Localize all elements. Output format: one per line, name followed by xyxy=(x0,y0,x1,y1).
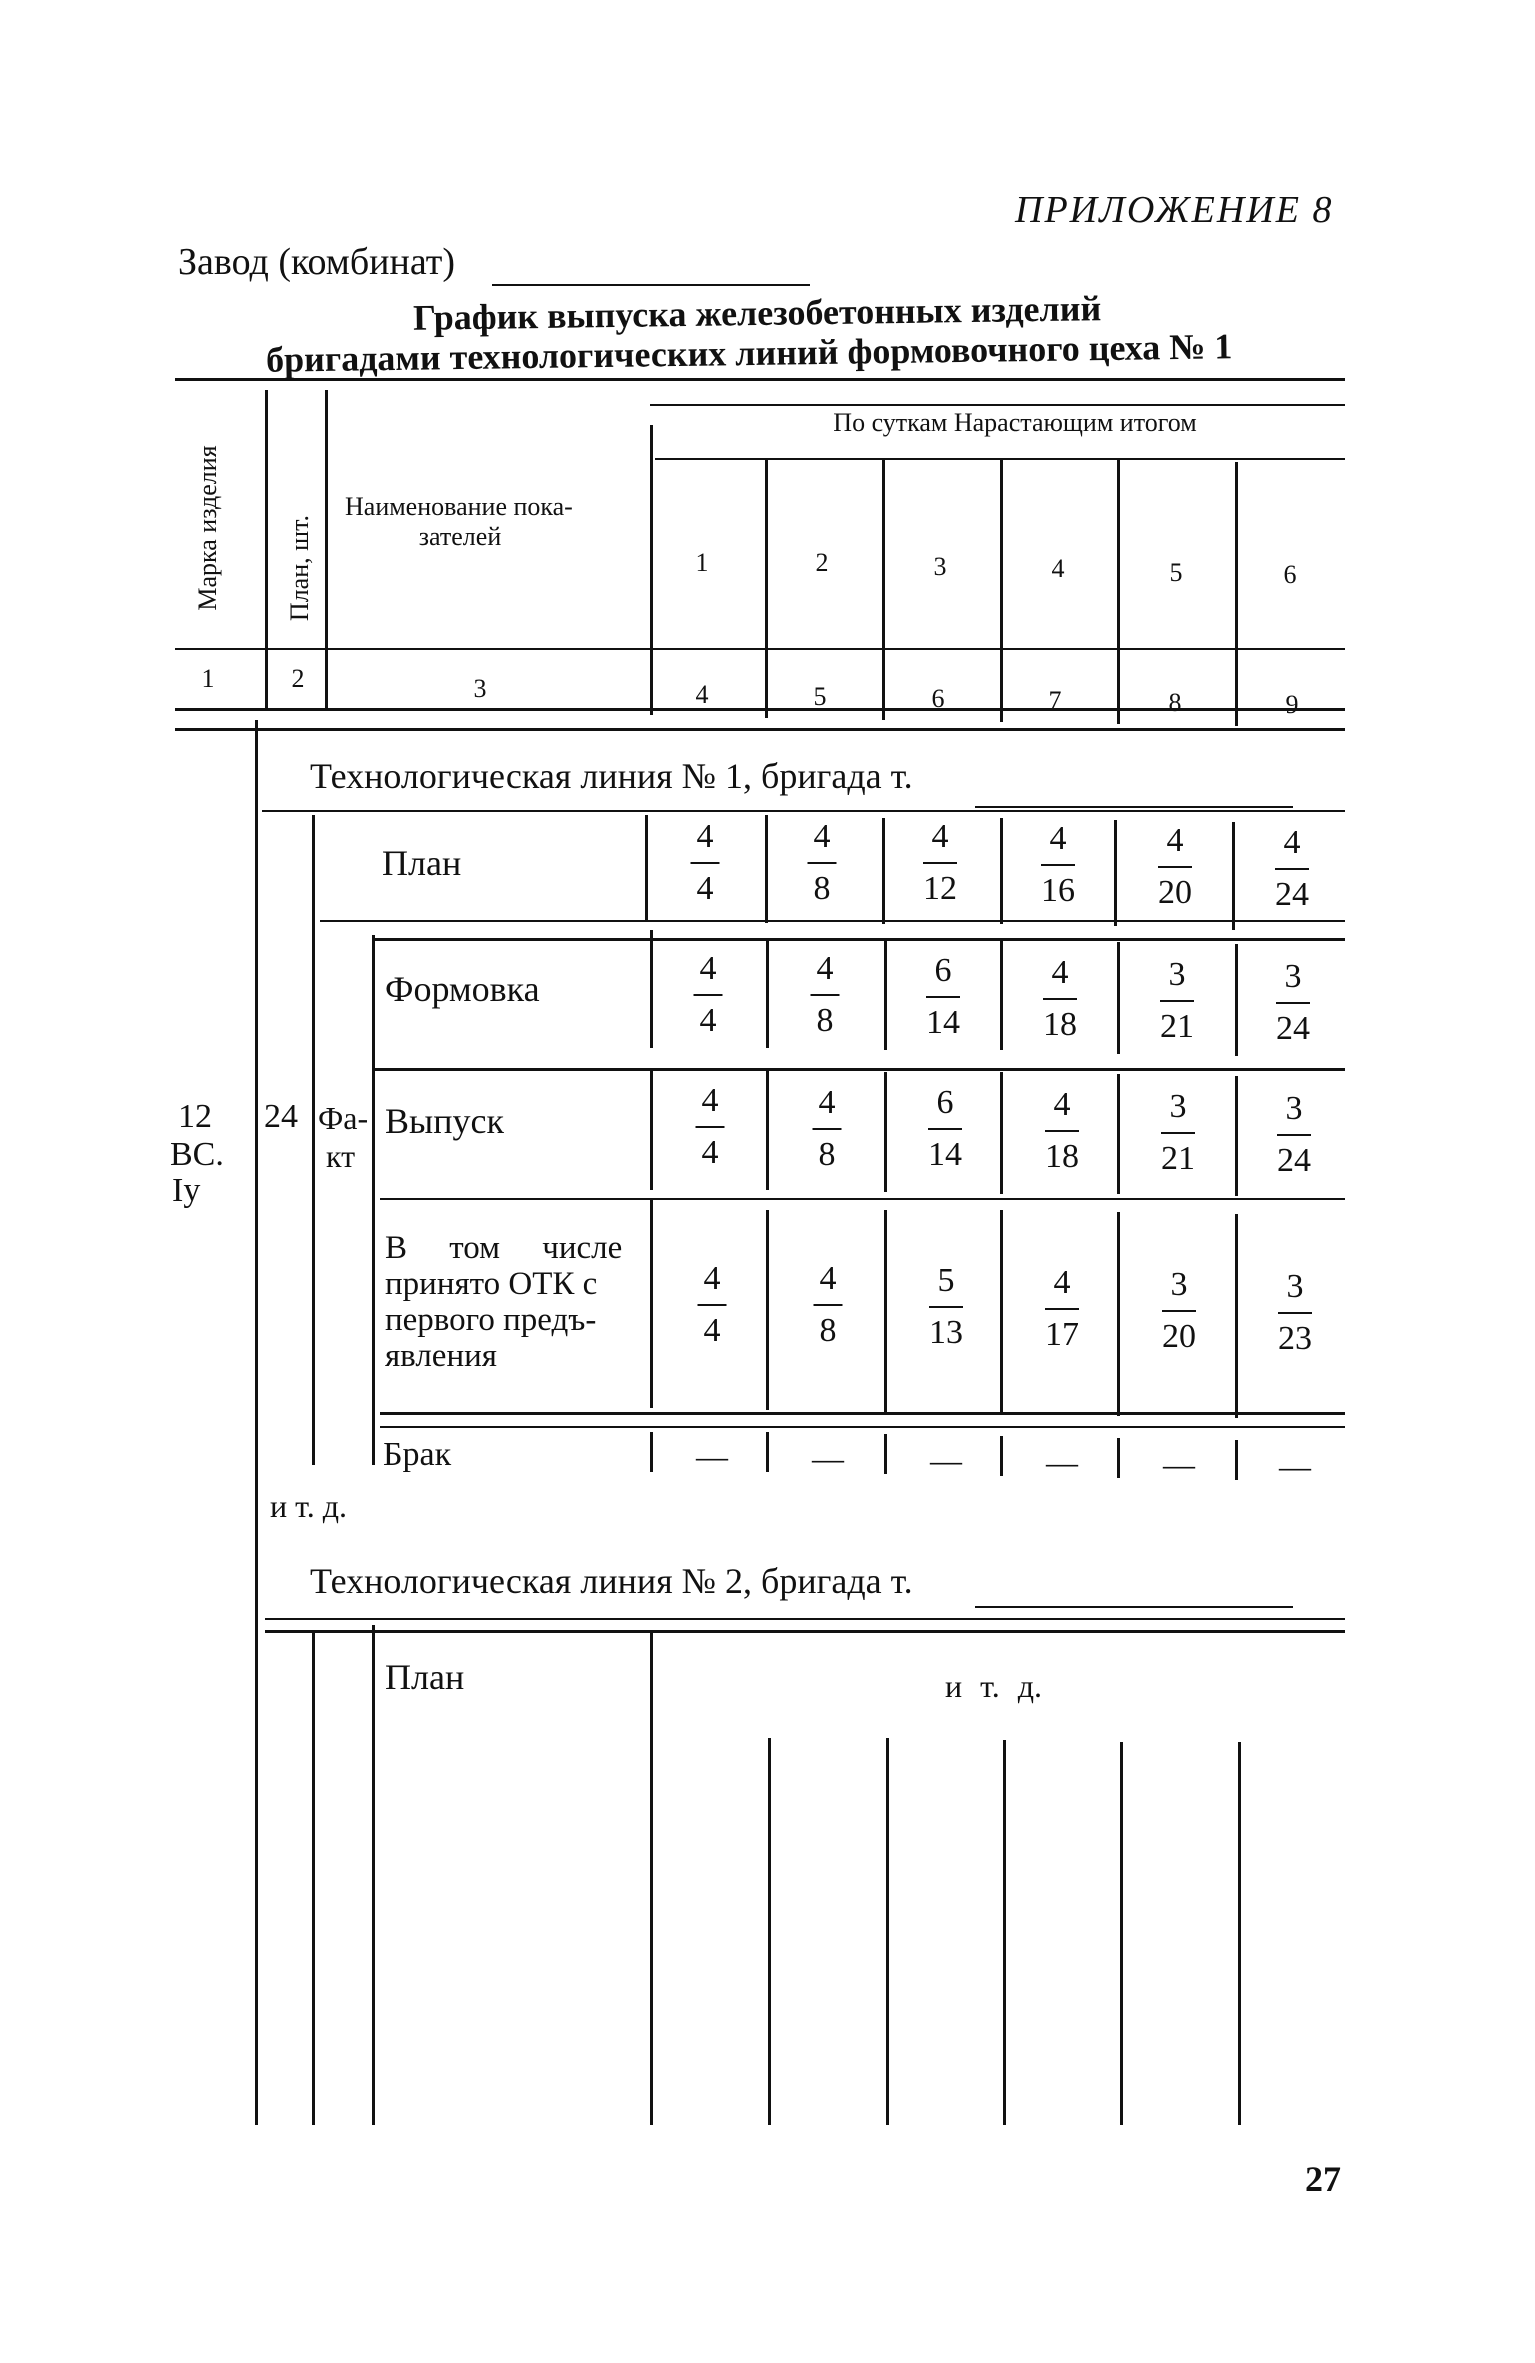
fraction-numerator: 4 xyxy=(923,812,957,864)
header-vline-1 xyxy=(265,390,268,708)
fraction-denominator: 18 xyxy=(1043,1006,1077,1043)
fraction-denominator: 24 xyxy=(1276,1010,1310,1047)
fraction-numerator: 4 xyxy=(698,1254,727,1306)
factory-label: Завод (комбинат) xyxy=(178,241,455,283)
fraction-denominator: 23 xyxy=(1278,1320,1312,1357)
line1-vline-1d xyxy=(650,1200,653,1408)
fraction-denominator: 17 xyxy=(1045,1316,1079,1353)
day-5: 5 xyxy=(1169,558,1183,587)
appendix-label: ПРИЛОЖЕНИЕ 8 xyxy=(1015,189,1334,231)
line1-vline-3d xyxy=(884,1210,887,1412)
col-number-7: 7 xyxy=(1048,686,1062,715)
line1-vline-3c xyxy=(884,1072,887,1192)
day-4: 4 xyxy=(1051,554,1065,583)
line2-plan-label: План xyxy=(385,1657,465,1697)
factory-underline xyxy=(492,284,810,286)
line2-etc: и т. д. xyxy=(945,1668,1042,1704)
row-accepted-value-2 xyxy=(814,1254,843,1356)
row-accepted-value-6 xyxy=(1278,1262,1312,1364)
row-defect-value-2: — xyxy=(812,1440,844,1476)
line1-vline-6 xyxy=(1232,822,1235,930)
line1-vline-3b xyxy=(884,938,887,1050)
line2-title: Технологическая линия № 2, бригада т. xyxy=(310,1561,913,1601)
fraction-numerator: 4 xyxy=(1158,816,1192,868)
row-forming-value-1 xyxy=(694,944,723,1046)
fraction-numerator: 3 xyxy=(1161,1082,1195,1134)
line2-vline-3 xyxy=(886,1738,889,2125)
fraction-numerator: 3 xyxy=(1277,1084,1311,1136)
line1-mark-2: ВС. xyxy=(170,1136,224,1173)
row-plan-value-1 xyxy=(691,812,720,914)
line1-vline-4d xyxy=(1000,1210,1003,1414)
line1-vline-2e xyxy=(766,1432,769,1472)
row-accepted-label-1: В том числе xyxy=(385,1230,623,1266)
day-6: 6 xyxy=(1283,560,1297,589)
line2-rule-2 xyxy=(265,1630,1345,1633)
body-vline-mark xyxy=(255,720,258,2125)
fraction-numerator: 4 xyxy=(1043,948,1077,1000)
row-output-value-2 xyxy=(813,1078,842,1180)
fraction-denominator: 21 xyxy=(1161,1140,1195,1177)
col-name-header-2: зателей xyxy=(418,522,502,551)
col-number-top-rule xyxy=(175,648,1345,650)
fraction-numerator: 3 xyxy=(1276,952,1310,1004)
line1-title: Технологическая линия № 1, бригада т. xyxy=(310,756,913,796)
line1-vline-4 xyxy=(1000,818,1003,924)
col-number-3: 3 xyxy=(473,674,487,703)
line1-vline-1b xyxy=(650,930,653,1048)
line1-vline-2 xyxy=(765,815,768,923)
header-vline-5 xyxy=(882,458,885,720)
line1-vline-6e xyxy=(1235,1440,1238,1480)
fraction-numerator: 4 xyxy=(808,812,837,864)
fraction-numerator: 3 xyxy=(1278,1262,1312,1314)
line1-vline-4e xyxy=(1000,1436,1003,1476)
fraction-denominator: 20 xyxy=(1162,1318,1196,1355)
row-forming-value-3 xyxy=(926,946,960,1048)
col-number-5: 5 xyxy=(813,682,827,711)
row-plan-bottom-rule-2 xyxy=(372,938,1345,941)
fraction-numerator: 4 xyxy=(1041,814,1075,866)
fraction-denominator: 8 xyxy=(816,1002,834,1039)
line1-vline-1 xyxy=(645,815,648,920)
page-number: 27 xyxy=(1305,2159,1341,2199)
row-output-value-6 xyxy=(1277,1084,1311,1186)
col-plan-header: План, шт. xyxy=(285,514,314,622)
line1-vline-5e xyxy=(1117,1438,1120,1478)
fraction-numerator: 4 xyxy=(694,944,723,996)
row-output-label: Выпуск xyxy=(385,1101,504,1141)
line2-vline-1 xyxy=(650,1630,653,2125)
col-number-9: 9 xyxy=(1285,690,1299,719)
fraction-denominator: 8 xyxy=(813,870,831,907)
row-plan-label: План xyxy=(382,843,462,883)
row-forming-value-6 xyxy=(1276,952,1310,1054)
row-plan-value-5 xyxy=(1158,816,1192,918)
col-number-2: 2 xyxy=(291,664,305,693)
fraction-numerator: 4 xyxy=(811,944,840,996)
fraction-denominator: 8 xyxy=(818,1136,836,1173)
line1-vline-4b xyxy=(1000,940,1003,1050)
fraction-denominator: 8 xyxy=(819,1312,837,1349)
row-accepted-value-3 xyxy=(929,1256,963,1358)
fraction-numerator: 3 xyxy=(1162,1260,1196,1312)
line1-vline-6c xyxy=(1235,1076,1238,1196)
row-accepted-label-4: явления xyxy=(385,1338,497,1374)
line1-vline-3 xyxy=(882,818,885,924)
row-accepted-bottom-rule xyxy=(380,1412,1345,1415)
row-plan-value-4 xyxy=(1041,814,1075,916)
fraction-denominator: 12 xyxy=(923,870,957,907)
fraction-denominator: 18 xyxy=(1045,1138,1079,1175)
header-vline-8 xyxy=(1235,462,1238,726)
line1-vline-5b xyxy=(1117,942,1120,1054)
row-forming-bottom-rule xyxy=(372,1068,1345,1071)
line1-title-underline xyxy=(975,806,1293,808)
row-accepted-bottom-rule-2 xyxy=(380,1426,1345,1428)
col-mark-header: Марка изделия xyxy=(193,445,222,611)
line2-vline-6 xyxy=(1238,1742,1241,2125)
line1-vline-5 xyxy=(1114,820,1117,926)
line1-vline-2d xyxy=(766,1210,769,1410)
header-bottom-rule-2 xyxy=(175,728,1345,731)
fraction-numerator: 4 xyxy=(1045,1258,1079,1310)
fraction-denominator: 4 xyxy=(696,870,714,907)
line2-vline-2 xyxy=(768,1738,771,2125)
line2-vline-fact xyxy=(372,1625,375,2125)
fraction-denominator: 21 xyxy=(1160,1008,1194,1045)
line1-etc: и т. д. xyxy=(270,1488,347,1524)
fraction-denominator: 4 xyxy=(699,1002,717,1039)
line1-mark-1: 12 xyxy=(178,1098,212,1135)
row-defect-value-3: — xyxy=(930,1442,962,1478)
line1-rule xyxy=(262,810,1345,812)
row-plan-value-2 xyxy=(808,812,837,914)
fraction-denominator: 13 xyxy=(929,1314,963,1351)
line1-vline-1c xyxy=(650,1070,653,1190)
row-accepted-label-2: принято ОТК с xyxy=(385,1266,598,1302)
row-defect-value-1: — xyxy=(696,1438,728,1474)
group-header: По суткам Нарастающим итогом xyxy=(833,408,1197,437)
row-defect-value-4: — xyxy=(1046,1444,1078,1480)
fraction-numerator: 5 xyxy=(929,1256,963,1308)
row-output-value-4 xyxy=(1045,1080,1079,1182)
day-1: 1 xyxy=(695,548,709,577)
fraction-denominator: 24 xyxy=(1277,1142,1311,1179)
line1-vline-5d xyxy=(1117,1212,1120,1416)
fraction-numerator: 6 xyxy=(928,1078,962,1130)
title-line-2: бригадами технологических линий формовочного цеха № 1 xyxy=(265,326,1233,380)
line1-vline-6d xyxy=(1235,1214,1238,1418)
fraction-numerator: 4 xyxy=(814,1254,843,1306)
row-accepted-value-5 xyxy=(1162,1260,1196,1362)
line1-vline-1e xyxy=(650,1432,653,1472)
row-output-bottom-rule xyxy=(380,1198,1345,1200)
row-accepted-value-4 xyxy=(1045,1258,1079,1360)
col-number-6: 6 xyxy=(931,684,945,713)
row-plan-value-3 xyxy=(923,812,957,914)
header-vline-6 xyxy=(1000,458,1003,722)
fraction-numerator: 4 xyxy=(813,1078,842,1130)
line1-vline-3e xyxy=(884,1434,887,1474)
line1-vline-6b xyxy=(1235,944,1238,1056)
col-number-4: 4 xyxy=(695,680,709,709)
row-forming-label: Формовка xyxy=(385,969,540,1009)
line2-vline-5 xyxy=(1120,1742,1123,2125)
day-2: 2 xyxy=(815,548,829,577)
fraction-denominator: 14 xyxy=(926,1004,960,1041)
fraction-numerator: 4 xyxy=(1275,818,1309,870)
row-defect-label: Брак xyxy=(383,1436,452,1473)
row-forming-value-5 xyxy=(1160,950,1194,1052)
line1-mark-3: Iу xyxy=(172,1172,201,1209)
header-top-rule xyxy=(175,378,1345,381)
line1-vline-4c xyxy=(1000,1072,1003,1194)
header-vline-7 xyxy=(1117,460,1120,724)
group-top-rule xyxy=(650,404,1345,406)
title-line-1: График выпуска железобетонных изделий xyxy=(412,288,1102,338)
line2-vline-4 xyxy=(1003,1740,1006,2125)
fraction-denominator: 20 xyxy=(1158,874,1192,911)
fraction-numerator: 4 xyxy=(696,1076,725,1128)
fraction-denominator: 14 xyxy=(928,1136,962,1173)
fraction-numerator: 4 xyxy=(1045,1080,1079,1132)
row-plan-value-6 xyxy=(1275,818,1309,920)
fraction-numerator: 3 xyxy=(1160,950,1194,1002)
line1-vline-2c xyxy=(766,1070,769,1190)
body-vline-plan xyxy=(312,815,315,1465)
row-forming-value-4 xyxy=(1043,948,1077,1050)
row-defect-value-5: — xyxy=(1163,1446,1195,1482)
line1-vline-5c xyxy=(1117,1074,1120,1194)
col-name-header-1: Наименование пока- xyxy=(345,492,573,521)
header-bottom-rule xyxy=(175,708,1345,711)
line1-fact-1: Фа- xyxy=(318,1100,369,1136)
line2-rule xyxy=(265,1618,1345,1620)
fraction-denominator: 16 xyxy=(1041,872,1075,909)
row-defect-value-6: — xyxy=(1279,1448,1311,1484)
fraction-numerator: 4 xyxy=(691,812,720,864)
line1-vline-2b xyxy=(766,938,769,1048)
row-forming-value-2 xyxy=(811,944,840,1046)
day-3: 3 xyxy=(933,552,947,581)
header-vline-4 xyxy=(765,458,768,718)
col-number-8: 8 xyxy=(1168,688,1182,717)
header-vline-3 xyxy=(650,425,653,715)
row-plan-bottom-rule xyxy=(320,920,1345,922)
line2-title-underline xyxy=(975,1606,1293,1608)
fraction-numerator: 6 xyxy=(926,946,960,998)
line1-fact-2: кт xyxy=(326,1138,356,1174)
fraction-denominator: 24 xyxy=(1275,876,1309,913)
row-accepted-value-1 xyxy=(698,1254,727,1356)
line2-vline-plan xyxy=(312,1630,315,2125)
row-output-value-5 xyxy=(1161,1082,1195,1184)
fraction-denominator: 4 xyxy=(703,1312,721,1349)
col-number-1: 1 xyxy=(201,664,215,693)
row-output-value-3 xyxy=(928,1078,962,1180)
row-output-value-1 xyxy=(696,1076,725,1178)
row-accepted-label-3: первого предъ- xyxy=(385,1302,597,1338)
body-vline-fact xyxy=(372,935,375,1465)
fraction-denominator: 4 xyxy=(701,1134,719,1171)
header-vline-2 xyxy=(325,390,328,708)
line1-plan-qty: 24 xyxy=(264,1098,298,1135)
